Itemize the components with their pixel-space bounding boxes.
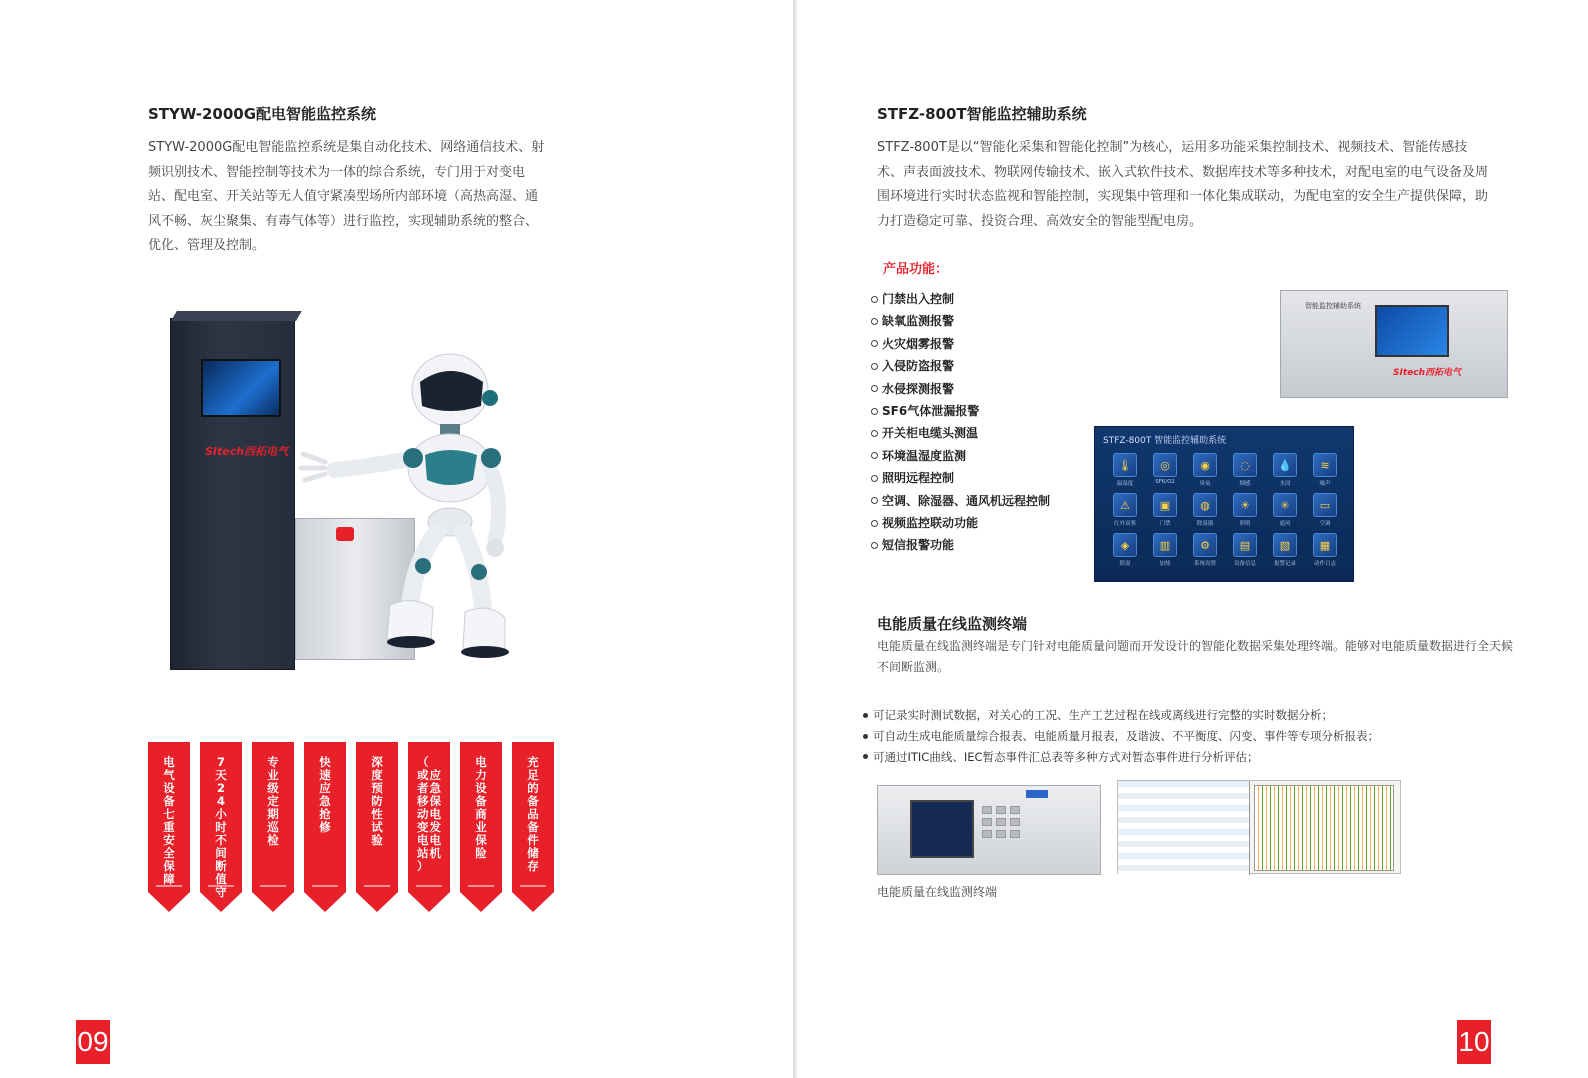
dot-bullet-icon xyxy=(863,754,868,759)
panel-item xyxy=(1145,493,1185,527)
ribbon-char: 期 xyxy=(267,807,279,821)
meter-screen xyxy=(910,800,974,858)
ribbon-char: 小 xyxy=(215,807,227,821)
ribbon-char: 值 xyxy=(215,872,227,886)
ribbon xyxy=(512,742,554,912)
figure-caption: 电能质量在线监测终端 xyxy=(877,885,998,899)
ribbon-char: 应 xyxy=(319,781,331,795)
ribbon-char: ） xyxy=(417,859,429,873)
ribbon-char: 商 xyxy=(475,807,487,821)
left-paragraph-line: 优化、管理及控制。 xyxy=(148,238,266,253)
bullet-item xyxy=(863,705,1379,726)
ribbon-char: 者 xyxy=(417,781,429,795)
ribbon-char: 4 xyxy=(216,794,225,808)
cabinet-screen xyxy=(201,359,281,417)
meter-keypad xyxy=(982,806,1020,838)
panel-item xyxy=(1105,453,1145,487)
ribbon-char: 间 xyxy=(215,846,227,860)
panel-item-label: 通风 xyxy=(1279,521,1291,527)
panel-item-icon: ⚠ xyxy=(1113,493,1137,517)
bullet-list xyxy=(863,705,1379,767)
panel-item xyxy=(1185,533,1225,567)
ribbon-char: 修 xyxy=(319,820,331,834)
panel-item xyxy=(1305,453,1345,487)
panel-item-icon: ◍ xyxy=(1193,493,1217,517)
panel-item-icon: ☀ xyxy=(1233,493,1257,517)
left-paragraph-line: 站、配电室、开关站等无人值守紧凑型场所内部环境（高热高湿、通 xyxy=(148,189,539,204)
panel-item-label: 烟感 xyxy=(1239,481,1251,487)
feature-item xyxy=(871,512,1050,534)
circle-bullet-icon xyxy=(871,408,878,415)
right-paragraph-line: 力打造稳定可靠、投资合理、高效安全的智能型配电房。 xyxy=(877,213,1203,229)
ribbon-char: 品 xyxy=(527,807,539,821)
circle-bullet-icon xyxy=(871,475,878,482)
feature-item xyxy=(871,467,1050,489)
panel-item-label: 设备信息 xyxy=(1233,561,1256,567)
ribbon-char: 专 xyxy=(267,755,279,769)
ribbon-char: 障 xyxy=(163,872,175,886)
ribbon-char: 预 xyxy=(371,781,383,795)
service-ribbons xyxy=(148,742,554,912)
panel-item-icon: 🌡 xyxy=(1113,453,1137,477)
panel-item-label: 噪声 xyxy=(1319,481,1331,487)
ribbon-char: 抢 xyxy=(319,807,331,821)
ribbon-char: 度 xyxy=(371,768,383,782)
ribbon-char: 件 xyxy=(527,833,539,847)
ribbon-text-col xyxy=(417,756,429,873)
ribbon-char: 时 xyxy=(215,820,227,834)
meter-tag xyxy=(1026,790,1048,798)
ribbon-char: 保 xyxy=(163,859,175,873)
panel-title: STFZ-800T 智能监控辅助系统 xyxy=(1103,436,1227,446)
feature-item xyxy=(871,490,1050,512)
panel-item-label: 空调 xyxy=(1319,521,1331,527)
right-title: STFZ-800T智能监控辅助系统 xyxy=(877,105,1087,123)
ribbon-char: 定 xyxy=(267,794,279,808)
panel-item-icon: ▣ xyxy=(1153,493,1177,517)
panel-item-label: SF6/O2 xyxy=(1155,479,1175,485)
panel-item-icon: ▥ xyxy=(1153,533,1177,557)
ribbon-char: 保 xyxy=(429,794,441,808)
ribbon-char: 急 xyxy=(429,781,441,795)
panel-item-icon: 💧 xyxy=(1273,453,1297,477)
feature-label: 环境温湿度监测 xyxy=(882,448,967,463)
robot-illustration xyxy=(295,350,545,690)
panel-item xyxy=(1105,533,1145,567)
ribbon-text xyxy=(304,756,346,834)
right-paragraph-line: STFZ-800T是以“智能化采集和智能化控制”为核心，运用多功能采集控制技术、视频技术、智能传感技 xyxy=(877,140,1468,155)
ribbon-char: 的 xyxy=(527,781,539,795)
feature-label: 火灾烟雾报警 xyxy=(882,336,955,351)
ribbon-char: 设 xyxy=(163,781,175,795)
panel-item xyxy=(1145,533,1185,567)
meter-key xyxy=(982,830,992,838)
panel-item-icon: ≋ xyxy=(1313,453,1337,477)
ribbon xyxy=(148,742,190,912)
feature-label: 缺氧监测报警 xyxy=(882,314,955,329)
panel-item-label: 温湿度 xyxy=(1116,481,1134,487)
ribbon-char: 试 xyxy=(371,820,383,834)
ribbon-char: 断 xyxy=(215,859,227,873)
feature-label: 水侵探测报警 xyxy=(882,381,955,396)
right-paragraph-line: 围环境进行实时状态监视和智能控制，实现集中管理和一体化集成联动，为配电室的安全生产提供保障，助 xyxy=(877,189,1489,204)
ribbon-char: 险 xyxy=(475,846,487,860)
ribbon xyxy=(408,742,450,912)
ribbon-char: 不 xyxy=(215,833,227,847)
ribbon-char: 力 xyxy=(475,768,487,782)
meter-key xyxy=(982,818,992,826)
panel-item xyxy=(1305,533,1345,567)
feature-item xyxy=(871,310,1050,332)
ribbon-char: 备 xyxy=(527,820,539,834)
ribbon-char: 储 xyxy=(527,846,539,860)
ribbon-char: 巡 xyxy=(267,820,279,834)
panel-item-label: 报警记录 xyxy=(1273,561,1296,567)
panel-item-icon: ◈ xyxy=(1113,533,1137,557)
panel-item-icon: ▧ xyxy=(1273,533,1297,557)
ribbon-char: 机 xyxy=(429,846,441,860)
ribbon-char: 动 xyxy=(417,807,429,821)
panel-item-icon: ▦ xyxy=(1313,533,1337,557)
ribbon-text xyxy=(148,756,190,886)
meter-key xyxy=(996,806,1006,814)
ribbon-char: 备 xyxy=(527,794,539,808)
panel-item-icon: ◌ xyxy=(1233,453,1257,477)
ribbon-char: 电 xyxy=(429,833,441,847)
panel-item-icon: ▭ xyxy=(1313,493,1337,517)
panel-item xyxy=(1225,453,1265,487)
panel-item xyxy=(1265,533,1305,567)
panel-item xyxy=(1185,453,1225,487)
section2-line: 不间断监测。 xyxy=(877,660,950,674)
bullet-item xyxy=(863,747,1379,768)
right-paragraph xyxy=(877,136,1527,234)
ribbon-char: 存 xyxy=(527,859,539,873)
circle-bullet-icon xyxy=(871,542,878,549)
software-waveform-view xyxy=(1254,785,1394,871)
ribbon-char: 检 xyxy=(267,833,279,847)
panel-item-label: 照明 xyxy=(1239,521,1251,527)
features-list xyxy=(871,288,1050,557)
panel-item-label: 加热 xyxy=(1159,561,1171,567)
ribbon xyxy=(460,742,502,912)
ribbon-char: 安 xyxy=(163,833,175,847)
software-table-view xyxy=(1118,781,1250,875)
ribbon-char: 备 xyxy=(475,794,487,808)
ribbon-char: 电 xyxy=(417,833,429,847)
bullet-text: 可记录实时测试数据，对关心的工况、生产工艺过程在线或离线进行完整的实时数据分析； xyxy=(873,708,1333,722)
ribbon-char: 级 xyxy=(267,781,279,795)
panel-item-label: 红外双鉴 xyxy=(1113,521,1136,527)
panel-item-label: 水浸 xyxy=(1279,481,1291,487)
left-title: STYW-2000G配电智能监控系统 xyxy=(148,105,377,123)
ribbon-char: 电 xyxy=(429,807,441,821)
ribbon-char: 7 xyxy=(216,755,225,769)
ribbon-char: 重 xyxy=(163,820,175,834)
ribbon-char: 备 xyxy=(163,794,175,808)
ribbon-char: 电 xyxy=(475,755,487,769)
rack-device-image xyxy=(1280,290,1508,398)
meter-key xyxy=(1010,830,1020,838)
panel-item-icon: ◉ xyxy=(1193,453,1217,477)
ribbon-char: 天 xyxy=(215,768,227,782)
ribbon-char: 2 xyxy=(216,781,225,795)
feature-label: 入侵防盗报警 xyxy=(882,359,955,374)
panel-item-icon: ▤ xyxy=(1233,533,1257,557)
circle-bullet-icon xyxy=(871,497,878,504)
ribbon-char: 气 xyxy=(163,768,175,782)
section2-line: 电能质量在线监测终端是专门针对电能质量问题而开发设计的智能化数据采集处理终端。能够对电能质量数据进行全天候 xyxy=(877,639,1514,653)
feature-label: 开关柜电缆头测温 xyxy=(882,426,979,441)
rack-device-screen xyxy=(1375,305,1449,357)
feature-label: SF6气体泄漏报警 xyxy=(882,403,980,418)
analysis-software-screenshot xyxy=(1117,780,1401,874)
meter-key xyxy=(996,818,1006,826)
ribbon-char: 全 xyxy=(163,846,175,860)
circle-bullet-icon xyxy=(871,318,878,325)
cabinet-logo: SItech西拓电气 xyxy=(205,445,289,458)
ribbon xyxy=(356,742,398,912)
rack-device-title: 智能监控辅助系统 xyxy=(1305,302,1361,310)
ribbon-char: 业 xyxy=(475,820,487,834)
features-title: 产品功能： xyxy=(883,262,949,277)
circle-bullet-icon xyxy=(871,340,878,347)
bullet-text: 可自动生成电能质量综合报表、电能质量月报表，及谐波、不平衡度、闪变、事件等专项分析报表； xyxy=(873,728,1379,743)
panel-item-label: 动作日志 xyxy=(1313,561,1336,567)
feature-label: 视频监控联动功能 xyxy=(882,515,979,530)
meter-key xyxy=(982,806,992,814)
panel-item-label: 门禁 xyxy=(1159,521,1171,527)
dot-bullet-icon xyxy=(863,713,868,718)
left-paragraph-line: STYW-2000G配电智能监控系统是集自动化技术、网络通信技术、射 xyxy=(148,140,545,155)
ribbon xyxy=(252,742,294,912)
panel-item-label: 系统设置 xyxy=(1193,561,1216,567)
monitor-panel-screenshot xyxy=(1094,426,1354,582)
ribbon-char: 站 xyxy=(417,846,429,860)
ribbon xyxy=(200,742,242,912)
ribbon-char: 七 xyxy=(163,807,175,821)
meter-key xyxy=(1010,818,1020,826)
feature-item xyxy=(871,378,1050,400)
section2-paragraph xyxy=(877,636,1537,678)
circle-bullet-icon xyxy=(871,520,878,527)
ribbon-char: 或 xyxy=(417,768,429,782)
feature-label: 空调、除湿器、通风机远程控制 xyxy=(882,493,1051,508)
ribbon-text-col xyxy=(430,769,442,860)
feature-item xyxy=(871,534,1050,556)
ribbon-char: 设 xyxy=(475,781,487,795)
ribbon-char: 充 xyxy=(527,755,539,769)
left-page xyxy=(0,0,793,1078)
ribbon-char: 守 xyxy=(215,885,227,899)
ribbon xyxy=(304,742,346,912)
ribbon-text xyxy=(356,756,398,847)
feature-item xyxy=(871,333,1050,355)
ribbon-char: （ xyxy=(417,755,429,769)
circle-bullet-icon xyxy=(871,363,878,370)
panel-item xyxy=(1185,493,1225,527)
circle-bullet-icon xyxy=(871,452,878,459)
meter-key xyxy=(996,830,1006,838)
ribbon-char: 速 xyxy=(319,768,331,782)
panel-item-label: 臭氧 xyxy=(1199,481,1211,487)
ribbon-text xyxy=(408,756,450,873)
ribbon-char: 急 xyxy=(319,794,331,808)
section2-title: 电能质量在线监测终端 xyxy=(877,615,1028,633)
feature-label: 短信报警功能 xyxy=(882,538,955,553)
circle-bullet-icon xyxy=(871,430,878,437)
ribbon-char: 应 xyxy=(429,768,441,782)
panel-item-icon: ◎ xyxy=(1153,453,1177,477)
left-paragraph xyxy=(148,136,568,259)
ribbon-char: 足 xyxy=(527,768,539,782)
left-paragraph-line: 频识别技术、智能控制等技术为一体的综合系统，专门用于对变电 xyxy=(148,164,526,180)
panel-item-label: 除湿器 xyxy=(1196,521,1214,527)
page-number-right: 10 xyxy=(1457,1020,1491,1064)
bullet-item xyxy=(863,726,1379,747)
feature-item xyxy=(871,445,1050,467)
feature-label: 门禁出入控制 xyxy=(882,292,955,306)
panel-item xyxy=(1265,493,1305,527)
panel-item xyxy=(1305,493,1345,527)
monitoring-cabinet-image xyxy=(170,318,295,670)
ribbon-text xyxy=(252,756,294,847)
ribbon-char: 业 xyxy=(267,768,279,782)
feature-item xyxy=(871,355,1050,377)
meter-key xyxy=(1010,806,1020,814)
circle-bullet-icon xyxy=(871,385,878,392)
panel-icon-grid xyxy=(1105,453,1345,567)
ribbon-char: 保 xyxy=(475,833,487,847)
panel-item xyxy=(1145,453,1185,487)
ribbon-char: 移 xyxy=(417,794,429,808)
circle-bullet-icon xyxy=(871,296,878,303)
panel-item-label: 除湿 xyxy=(1119,561,1131,567)
ribbon-text xyxy=(512,756,554,873)
panel-item xyxy=(1225,493,1265,527)
bullet-text: 可通过ITIC曲线、IEC暂态事件汇总表等多种方式对暂态事件进行分析评估； xyxy=(873,749,1259,764)
feature-item xyxy=(871,422,1050,444)
feature-label: 照明远程控制 xyxy=(882,471,955,486)
right-page xyxy=(797,0,1588,1078)
panel-item xyxy=(1105,493,1145,527)
panel-item xyxy=(1265,453,1305,487)
dot-bullet-icon xyxy=(863,734,868,739)
left-paragraph-line: 风不畅、灰尘聚集、有毒气体等）进行监控，实现辅助系统的整合、 xyxy=(148,213,539,229)
ribbon-char: 发 xyxy=(429,820,441,834)
ribbon-char: 快 xyxy=(319,755,331,769)
feature-item xyxy=(871,400,1050,422)
right-paragraph-line: 术、声表面波技术、物联网传输技术、嵌入式软件技术、数据库技术等多种技术，对配电室的电气设备及周 xyxy=(877,164,1489,180)
cabinet-top xyxy=(171,311,302,321)
ribbon-char: 变 xyxy=(417,820,429,834)
ribbon-text xyxy=(200,756,242,899)
rack-device-logo: SItech西拓电气 xyxy=(1393,368,1461,378)
ribbon-char: 深 xyxy=(371,755,383,769)
panel-item xyxy=(1225,533,1265,567)
page-number-left: 09 xyxy=(76,1020,110,1064)
ribbon-char: 电 xyxy=(163,755,175,769)
ribbon-char: 防 xyxy=(371,794,383,808)
ribbon-char: 性 xyxy=(371,807,383,821)
ribbon-char: 验 xyxy=(371,833,383,847)
panel-item-icon: ✳ xyxy=(1273,493,1297,517)
feature-item xyxy=(871,288,1050,310)
power-quality-meter-image xyxy=(877,785,1101,875)
ribbon-text xyxy=(460,756,502,860)
panel-item-icon: ⚙ xyxy=(1193,533,1217,557)
